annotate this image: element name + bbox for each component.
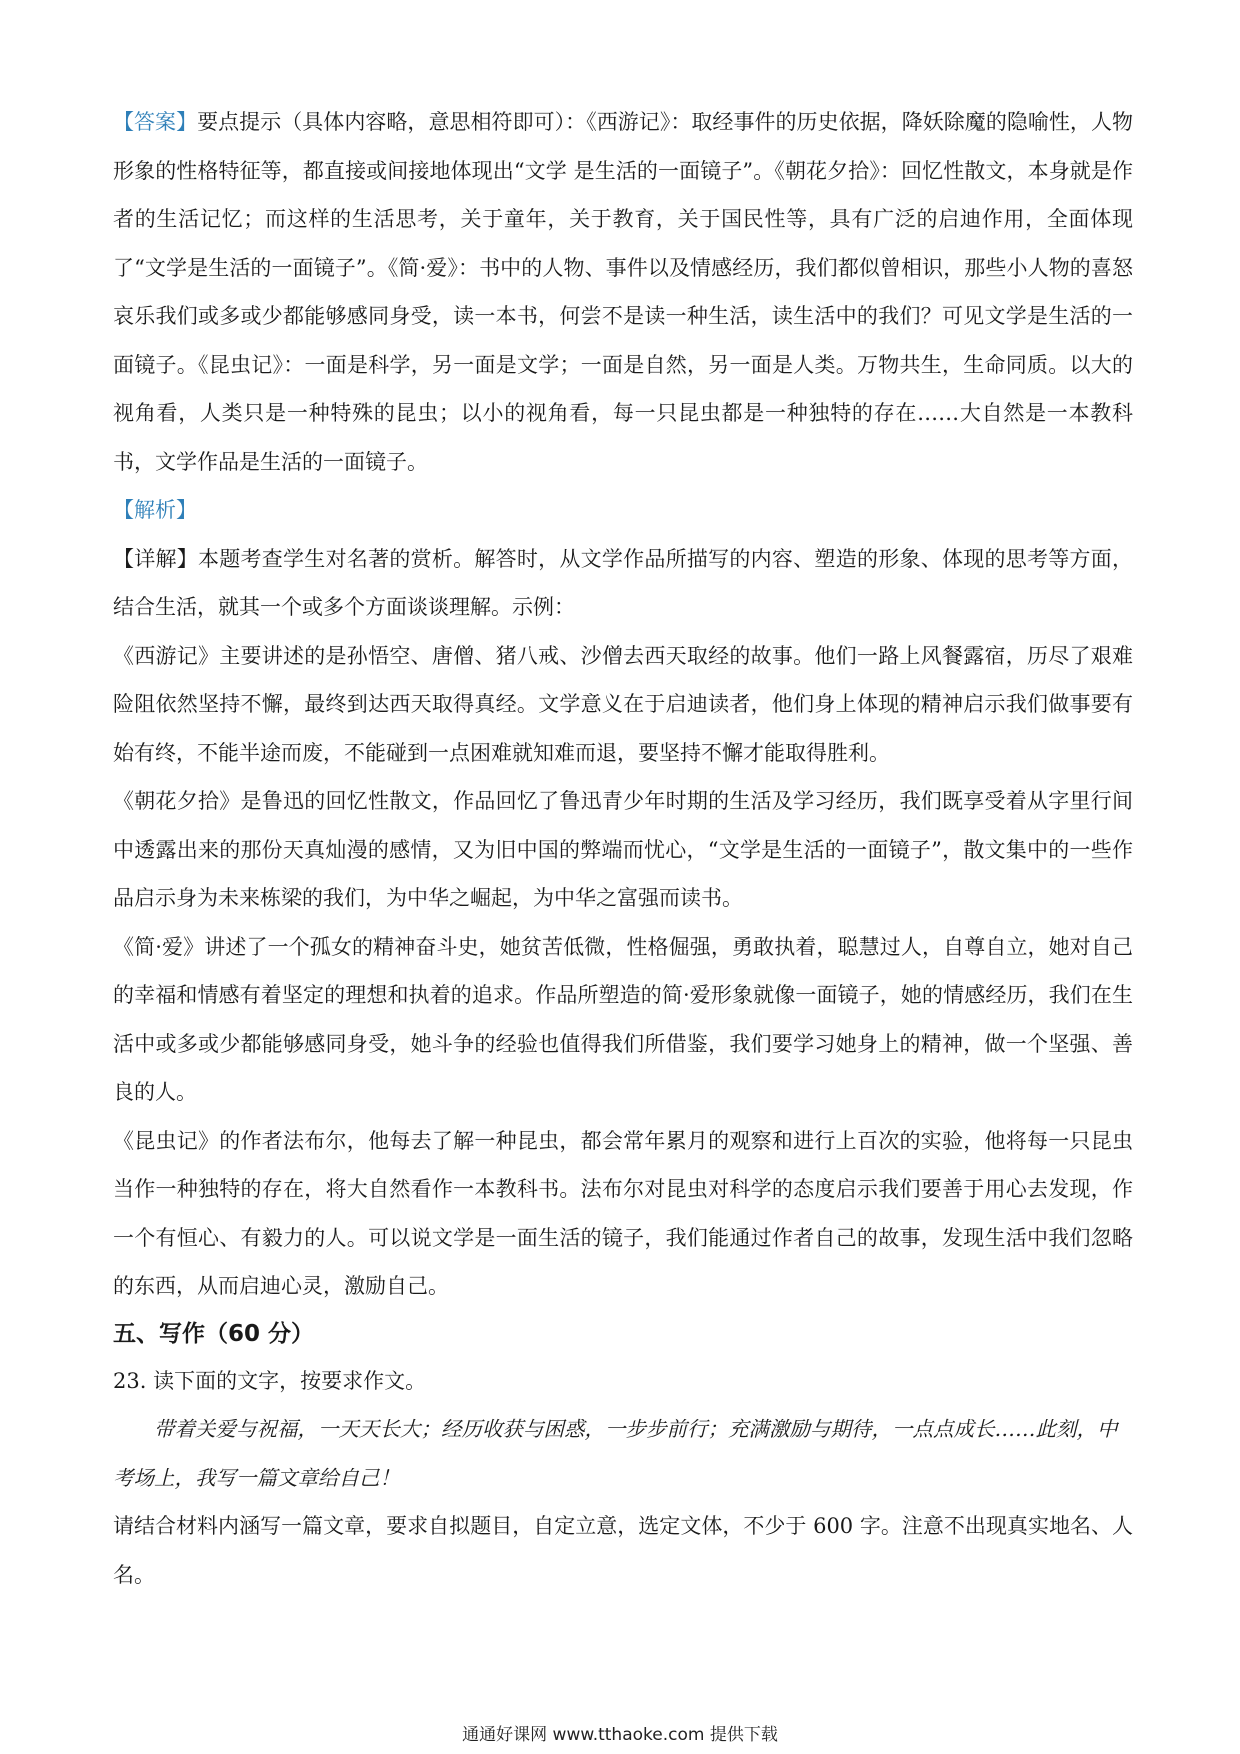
answer-text: 要点提示（具体内容略，意思相符即可）：《西游记》：取经事件的历史依据，降妖除魔的隐喻性，人物形象的性格特征等，都直接或间接地体现出“文学 是生活的一面镜子”。《朝花夕拾》：回忆性散文，本身就是作者的生活记忆；而这样的生活思考，关于童年，关于教育，关于国民性等，具有广泛的启迪作用，全面体现了“文学是生活的一面镜子”。《简·爱》：书中的人物、事件以及情感经历，我们都似曾相识，那些小人物的喜怒哀乐我们或多或少都能够感同身受，读一本书，何尝不是读一种生活，读生活中的我们？可见文学是生活的一面镜子。《昆虫记》：一面是科学，另一面是文学；一面是自然，另一面是人类。万物共生，生命同质。以大的视角看，人类只是一种特殊的昆虫；以小的视角看，每一只昆虫都是一种独特的存在……大自然是一本教科书，文学作品是生活的一面镜子。 [113,110,1133,474]
writing-material: 带着关爱与祝福，一天天长大；经历收获与困惑，一步步前行；充满激励与期待，一点点成长……此刻，中考场上，我写一篇文章给自己！ [113,1417,1118,1490]
answer-paragraph [113,98,1133,486]
writing-requirement: 请结合材料内涵写一篇文章，要求自拟题目，自定立意，选定文体，不少于 600 字。注意不出现真实地名、人名。 [113,1514,1133,1587]
detail-text: 本题考查学生对名著的赏析。解答时，从文学作品所描写的内容、塑造的形象、体现的思考等方面，结合生活，就其一个或多个方面谈谈理解。示例： [113,546,1134,619]
question-text: 23. 读下面的文字，按要求作文。 [113,1368,427,1393]
detail-tag: 【详解】 [113,546,199,571]
detail-item-zhaohuaxishi: 《朝花夕拾》是鲁迅的回忆性散文，作品回忆了鲁迅青少年时期的生活及学习经历，我们既享受着从字里行间中透露出来的那份天真灿漫的感情，又为旧中国的弊端而忧心，“文学是生活的一面镜子”，散文集中的一些作品启示身为未来栋梁的我们，为中华之崛起，为中华之富强而读书。 [113,789,1133,910]
page-footer: 通通好课网 www.tthaoke.com 提供下载 [462,1725,778,1745]
analysis-paragraph [113,486,1133,535]
document-page [113,98,1133,1599]
detail-paragraph [113,535,1133,632]
section-heading-writing: 五、写作（60 分） [113,1320,315,1347]
analysis-tag: 【解析】 [113,498,197,522]
detail-item-jianai: 《简·爱》讲述了一个孤女的精神奋斗史，她贫苦低微，性格倔强，勇敢执着，聪慧过人，自尊自立，她对自己的幸福和情感有着坚定的理想和执着的追求。作品所塑造的简·爱形象就像一面镜子，她的情感经历，我们在生活中或多或少都能够感同身受，她斗争的经验也值得我们所借鉴，我们要学习她身上的精神，做一个坚强、善良的人。 [113,934,1133,1104]
detail-item-xiyouji: 《西游记》主要讲述的是孙悟空、唐僧、猪八戒、沙僧去西天取经的故事。他们一路上风餐露宿，历尽了艰难险阻依然坚持不懈，最终到达西天取得真经。文学意义在于启迪读者，他们身上体现的精神启示我们做事要有始有终，不能半途而废，不能碰到一点困难就知难而退，要坚持不懈才能取得胜利。 [113,643,1133,765]
detail-item-kunchongji: 《昆虫记》的作者法布尔，他每去了解一种昆虫，都会常年累月的观察和进行上百次的实验，他将每一只昆虫当作一种独特的存在，将大自然看作一本教科书。法布尔对昆虫对科学的态度启示我们要善于用心去发现，作一个有恒心、有毅力的人。可以说文学是一面生活的镜子，我们能通过作者自己的故事，发现生活中我们忽略的东西，从而启迪心灵，激励自己。 [113,1128,1133,1298]
answer-tag: 【答案】 [113,110,198,134]
